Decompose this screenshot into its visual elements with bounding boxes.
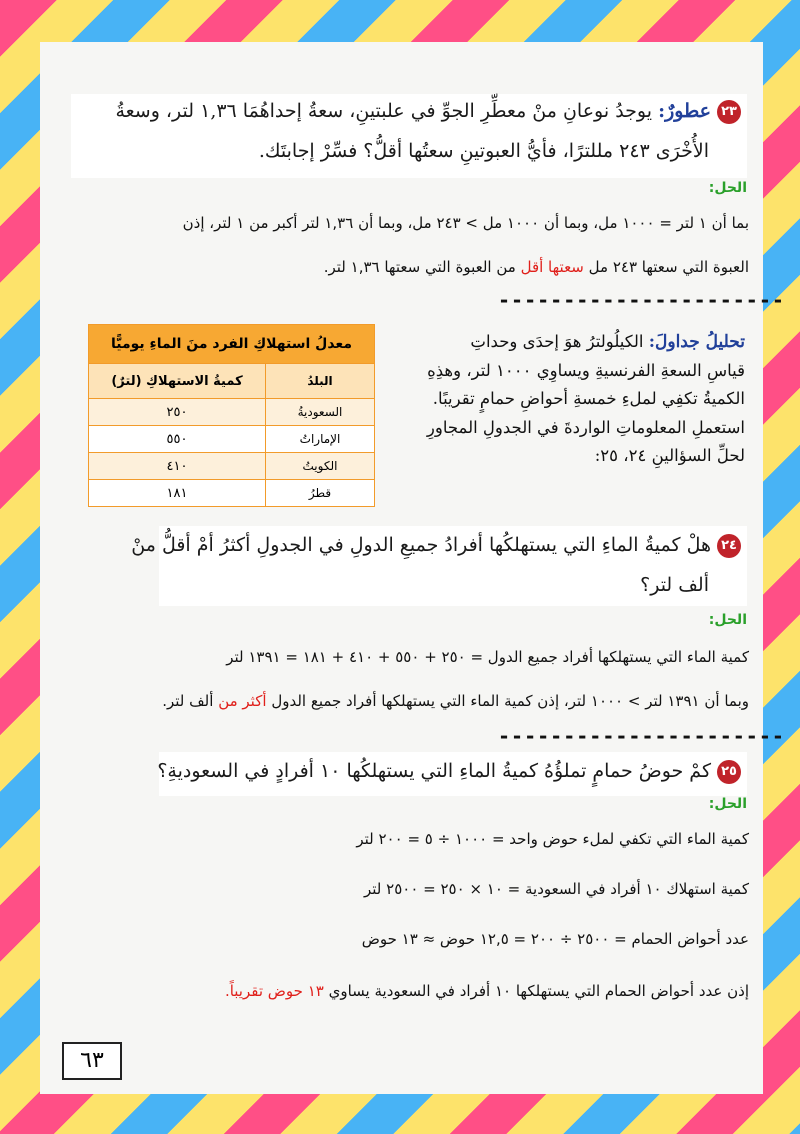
answer-highlight: سعتها أقل <box>520 258 584 276</box>
question-24-answer-line1: كمية الماء التي يستهلكها أفراد جميع الدول = ٢٥٠ + ٥٥٠ + ٤١٠ + ١٨١ = ١٣٩١ لتر <box>226 648 749 666</box>
question-23-line2: الأُخْرَى ٢٤٣ مللترًا، فأيُّ العبوتينِ سعتُها أقلُّ؟ فسِّرْ إجابتَك. <box>258 140 709 162</box>
table-title: معدلُ استهلاكِ الفرد منَ الماءِ يوميًّا <box>89 325 375 364</box>
question-25-line1: ٢٥كمْ حوضُ حمامٍ تملؤُهُ كميةُ الماءِ التي يستهلكُها ١٠ أفرادٍ في السعوديةِ؟ <box>157 760 741 784</box>
question-24-line1: ٢٤هلْ كميةُ الماءِ التي يستهلكُها أفرادُ جميعِ الدولِ في الجدولِ أكثرُ أمْ أقلُّ منْ <box>131 534 741 558</box>
table-analysis-title: تحليلُ جداولَ: <box>648 332 745 352</box>
question-25-solution-label: الحل: <box>708 796 747 812</box>
question-24-answer-line2: وبما أن ١٣٩١ لتر > ١٠٠٠ لتر، إذن كمية الماء التي يستهلكها أفراد جميع الدول أكثر من ألف لتر. <box>162 692 749 710</box>
table-header-amount: كميةُ الاستهلاكِ (لترٌ) <box>89 364 266 399</box>
question-23-line1: ٢٣عطورٌ: يوجدُ نوعانِ منْ معطِّرِ الجوِّ في علبتينِ، سعةُ إحداهُمَا ١,٣٦ لتر، وسعةُ <box>115 100 741 124</box>
table-row: الإماراتُ ٥٥٠ <box>89 426 375 453</box>
page-number: ٦٣ <box>62 1042 122 1080</box>
table-analysis-paragraph: تحليلُ جداولَ: الكيلُولترُ هوَ إحدَى وحداتِ قياسِ السعةِ الفرنسيةِ ويساوِي ١٠٠٠ لتر، وهذِهِ الكميةُ تكفِي لملءِ خمسةِ أحواضِ حمامٍ تقريبًا. استعملِ المعلوماتِ الواردةَ في الجدولِ المجاورِ لحلِّ السؤالينِ ٢٤، ٢٥: <box>426 332 745 465</box>
table-row: السعوديةُ ٢٥٠ <box>89 399 375 426</box>
question-25-answer-line4: إذن عدد أحواض الحمام التي يستهلكها ١٠ أفراد في السعودية يساوي ١٣ حوض تقريباً. <box>224 982 749 1000</box>
question-25-box <box>159 752 747 796</box>
water-consumption-table <box>88 324 375 507</box>
question-25-answer-line3: عدد أحواض الحمام = ٢٥٠٠ ÷ ٢٠٠ = ١٢,٥ حوض ≈ ١٣ حوض <box>361 930 749 948</box>
question-24-box <box>131 526 747 606</box>
table-row: قطرُ ١٨١ <box>89 480 375 507</box>
answer-highlight: ١٣ حوض تقريباً. <box>224 982 324 1000</box>
question-24-solution-label: الحل: <box>708 612 747 628</box>
divider-2: ---------------------- <box>498 724 785 748</box>
question-23-solution-label: الحل: <box>708 180 747 196</box>
table-row: الكويتُ ٤١٠ <box>89 453 375 480</box>
question-24-line2: ألف لتر؟ <box>640 574 709 596</box>
answer-highlight: أكثر من <box>218 692 267 710</box>
question-23-box <box>71 94 747 178</box>
table-header-country: البلدُ <box>266 364 375 399</box>
question-23-answer-line1: بما أن ١ لتر = ١٠٠٠ مل، وبما أن ١٠٠٠ مل > ٢٤٣ مل، وبما أن ١,٣٦ لتر أكبر من ١ لتر، إذن <box>182 214 749 232</box>
question-25-answer-line1: كمية الماء التي تكفي لملء حوض واحد = ١٠٠٠ ÷ ٥ = ٢٠٠ لتر <box>356 830 749 848</box>
question-23-answer-line2: العبوة التي سعتها ٢٤٣ مل سعتها أقل من العبوة التي سعتها ١,٣٦ لتر. <box>323 258 749 276</box>
worksheet-page <box>40 42 785 1094</box>
question-23-title: عطورٌ: <box>658 100 711 122</box>
question-23-number-badge: ٢٣ <box>717 100 741 124</box>
question-24-number-badge: ٢٤ <box>717 534 741 558</box>
question-25-number-badge: ٢٥ <box>717 760 741 784</box>
divider-1: ---------------------- <box>498 288 785 312</box>
question-25-answer-line2: كمية استهلاك ١٠ أفراد في السعودية = ١٠ × ٢٥٠ = ٢٥٠٠ لتر <box>364 880 749 898</box>
